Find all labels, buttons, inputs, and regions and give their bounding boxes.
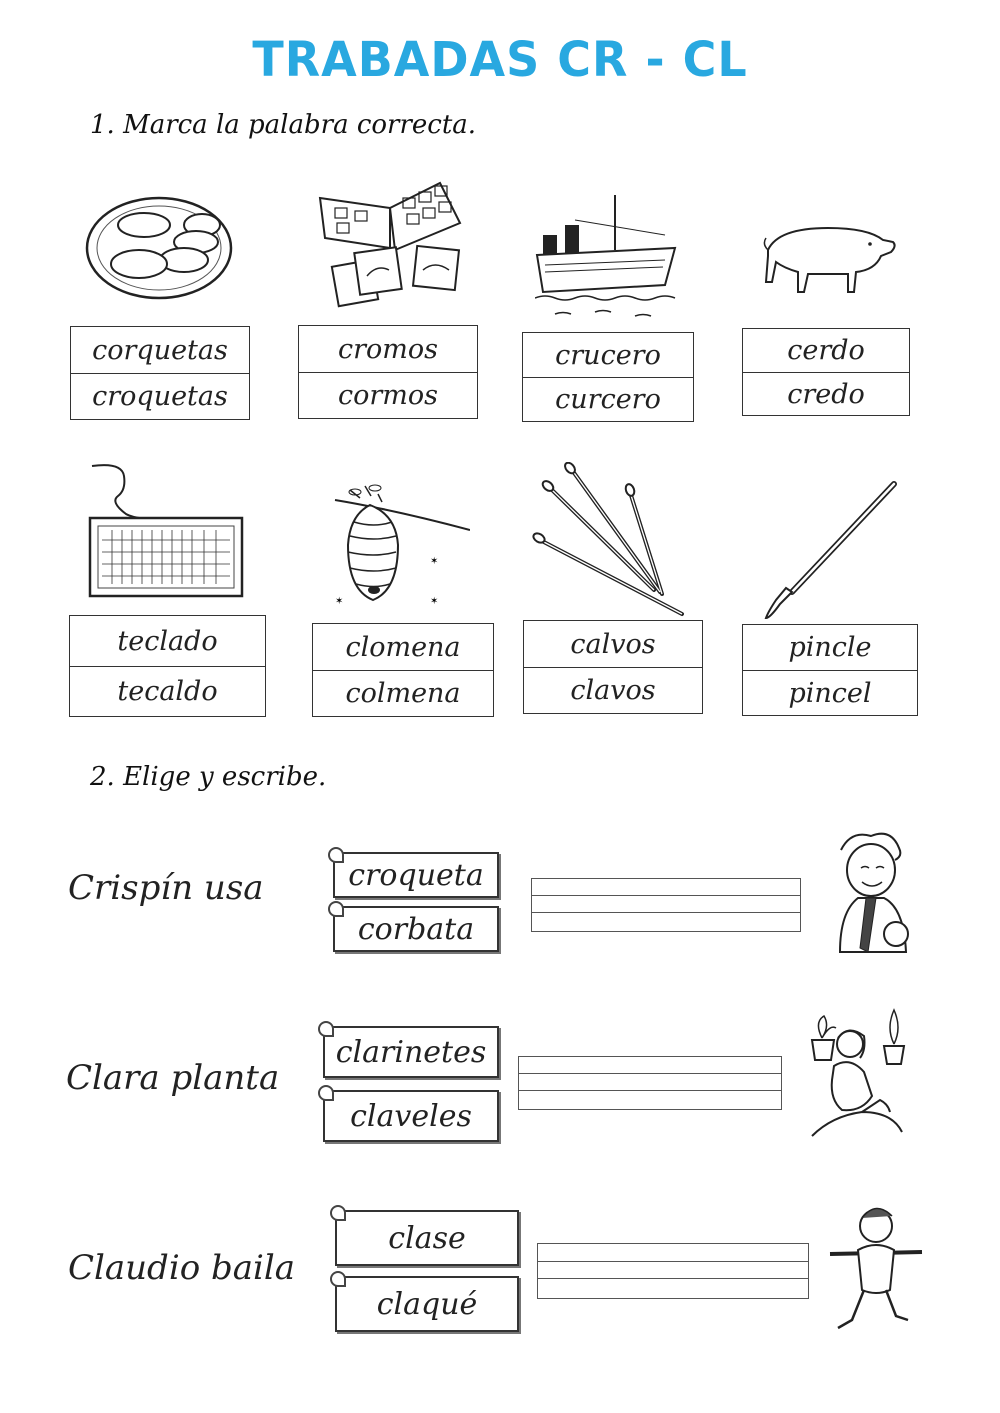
instruction-1: 1. Marca la palabra correcta. (90, 110, 477, 140)
choice-tag[interactable]: corbata (333, 906, 499, 952)
option-word[interactable]: credo (743, 372, 909, 415)
worksheet-title: TRABADAS CR - CL (252, 30, 748, 88)
option-word[interactable]: cormos (299, 372, 477, 418)
svg-text:✶: ✶ (430, 556, 439, 567)
word-box-croquetas (70, 326, 250, 420)
sentence-crispin: Crispín usa (68, 868, 264, 908)
svg-text:✶: ✶ (335, 596, 344, 607)
girl-gardening-image (802, 1008, 914, 1144)
word-box-teclado (69, 615, 266, 717)
option-word[interactable]: clomena (345, 631, 461, 663)
option-word[interactable]: corquetas (92, 334, 228, 366)
option-word[interactable]: colmena (313, 670, 493, 716)
cruise-ship-image (535, 190, 680, 325)
word-box-cromos (298, 325, 478, 419)
choice-tag[interactable]: claqué (335, 1276, 519, 1332)
writing-lines[interactable] (518, 1056, 782, 1110)
word-box-colmena (312, 623, 494, 717)
option-word[interactable]: crucero (555, 339, 661, 371)
sentence-claudio: Claudio baila (68, 1248, 296, 1288)
svg-text:✶: ✶ (430, 596, 439, 607)
choice-tag[interactable]: clarinetes (323, 1026, 499, 1078)
option-word[interactable]: clavos (524, 667, 702, 713)
paintbrush-image (762, 478, 900, 620)
keyboard-image (88, 460, 246, 600)
nails-image (532, 462, 692, 620)
choice-tag[interactable]: claveles (323, 1090, 499, 1142)
option-word[interactable]: tecaldo (70, 666, 265, 716)
option-word[interactable]: cerdo (787, 335, 865, 366)
option-word[interactable]: teclado (117, 625, 218, 657)
beehive-image (330, 480, 470, 610)
writing-lines[interactable] (531, 878, 801, 932)
option-word[interactable]: curcero (523, 377, 693, 421)
word-box-cerdo (742, 328, 910, 416)
choice-tag[interactable]: clase (335, 1210, 519, 1266)
option-word[interactable]: croquetas (71, 373, 249, 419)
pig-image (758, 220, 896, 295)
boy-with-tie-image (826, 830, 916, 954)
word-box-crucero (522, 332, 694, 422)
boy-dancing-image (826, 1202, 926, 1338)
option-word[interactable]: pincel (743, 670, 917, 715)
option-word[interactable]: pincle (788, 632, 872, 663)
word-box-clavos (523, 620, 703, 714)
option-word[interactable]: cromos (338, 333, 438, 365)
croquetas-plate-image (84, 190, 234, 300)
choice-tag[interactable]: croqueta (333, 852, 499, 898)
album-cards-image (315, 178, 465, 318)
instruction-2: 2. Elige y escribe. (90, 762, 327, 792)
option-word[interactable]: calvos (570, 628, 656, 660)
word-box-pincel (742, 624, 918, 716)
sentence-clara: Clara planta (66, 1058, 280, 1098)
writing-lines[interactable] (537, 1243, 809, 1299)
